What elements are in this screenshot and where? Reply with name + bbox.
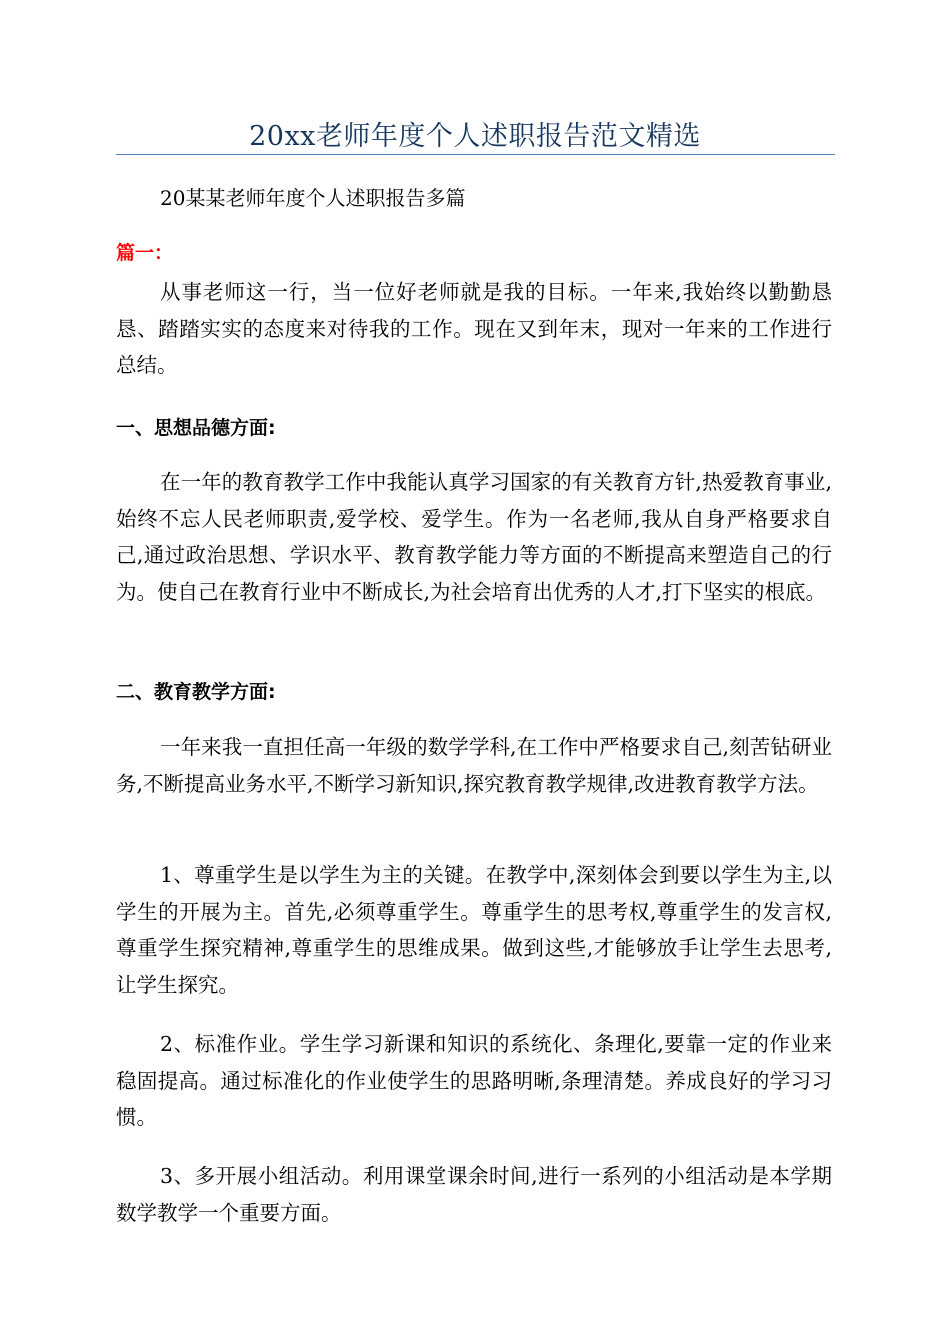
paragraph-teaching: 一年来我一直担任高一年级的数学学科,在工作中严格要求自己,刻苦钻研业务,不断提高业务水平,不断学习新知识,探究教育教学规律,改进教育教学方法。: [116, 735, 832, 796]
title-underline: [116, 154, 835, 155]
intro-paragraph: 从事老师这一行，当一位好老师就是我的目标。一年来,我始终以勤勤恳恳、踏踏实实的态度来对待我的工作。现在又到年末，现对一年来的工作进行总结。: [116, 280, 832, 377]
list-item-respect: 1、尊重学生是以学生为主的关键。在教学中,深刻体会到要以学生为主,以学生的开展为主。首先,必须尊重学生。尊重学生的思考权,尊重学生的发言权,尊重学生探究精神,尊重学生的思维成果。做到这些,才能够放手让学生去思考,让学生探究。: [116, 863, 832, 997]
list-item-group: 3、多开展小组活动。利用课堂课余时间,进行一系列的小组活动是本学期数学教学一个重要方面。: [116, 1164, 832, 1225]
document-title: 20xx老师年度个人述职报告范文精选: [249, 121, 701, 152]
heading-moral: 一、思想品德方面:: [116, 417, 276, 439]
section-label: 篇一：: [116, 242, 174, 264]
list-item-homework: 2、标准作业。学生学习新课和知识的系统化、条理化,要靠一定的作业来稳固提高。通过标准化的作业使学生的思路明晰,条理清楚。养成良好的学习习惯。: [116, 1032, 832, 1129]
paragraph-moral: 在一年的教育教学工作中我能认真学习国家的有关教育方针,热爱教育事业,始终不忘人民老师职责,爱学校、爱学生。作为一名老师,我从自身严格要求自己,通过政治思想、学识水平、教育教学能力等方面的不断提高来塑造自己的行为。使自己在教育行业中不断成长,为社会培育出优秀的人才,打下坚实的根底。: [116, 470, 832, 604]
heading-teaching: 二、教育教学方面:: [116, 681, 276, 703]
document-subtitle: 20某某老师年度个人述职报告多篇: [160, 186, 466, 210]
